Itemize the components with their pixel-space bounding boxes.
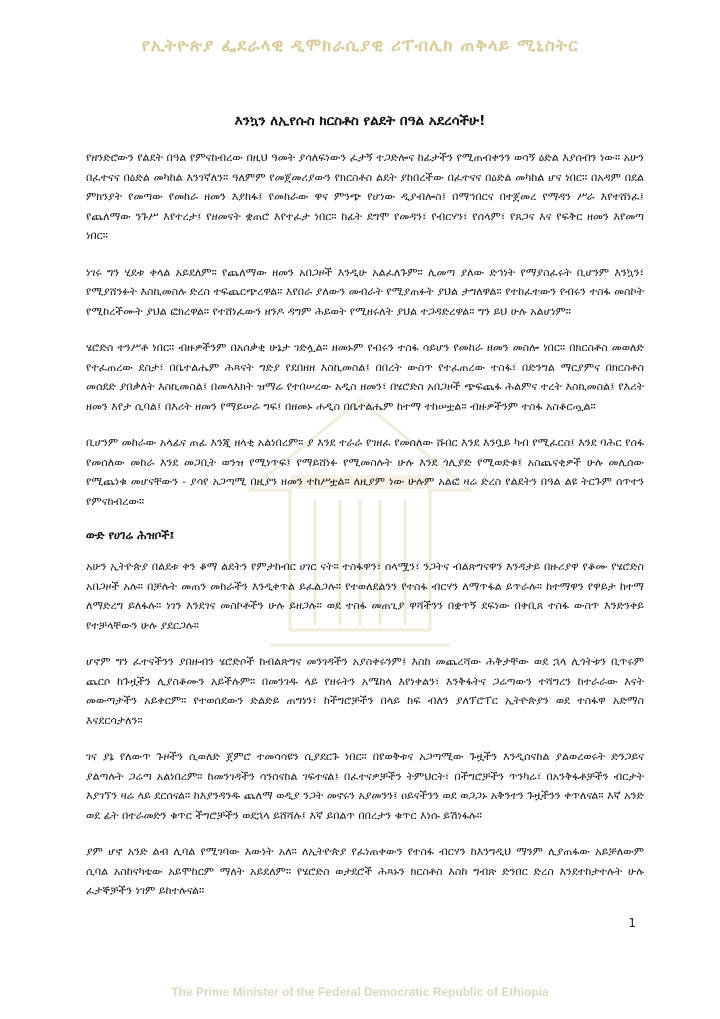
document-body [86,148,644,918]
page-number: 1 [628,916,636,930]
paragraph: ሆኖም ግን ፈተናችንን ያበዙብን ሄሮድሶች ከብልጽግና መንገዳችን አያስቀሩንም፤ እስከ መጨረሻው ሕቅታቸው ወደ ኋላ ሊጎትቱን ቢጥሩም ጨርሶ ከጉዟችን ሊያስቆሙን አይችሉም። በመንገዱ ላይ የዘሩትን አሜከላ እየነቀልን፣ እንቅፋትና ጋሬጣውን ተሻግረን ከተራራው እናት መውጣታችን አይቀርም። የተወሰደውን ድልድይ ጠግነን፣ ከችግሮቻችን በላይ ከፍ ብለን ያለፕሮፐር ኢትዮጵያን ወደ ተስፋዋ አድማስ እናደርሳታለን። [86,655,644,727]
paragraph: አሁን ኢትዮጵያ በልደቱ ቀን ቆማ ልደትን የምታከብር ሀገር ናት። ተስፋዋን፣ ሰላሟን፣ ንጋትና ብልጽግናዋን እንዳታይ በዙሪያዋ የቆሙ የሄሮድስ አበጋዞች አሉ። በቻሉት መጠን መከራችን እንዲቀጥል ይፈልጋሉ። የተወለደልንን የተስፋ ብርሃን ለማጥፋል ይጥራሉ። ከተማዋን የዋይታ ከተማ ለማድረግ ይለፋሉ። ነገን እንደገና መስኮቶችን ሁሉ ይዘጋሉ። ወደ ተስፋ መጠጊያ ዋሻችንን በቋጥኝ ደፍነው በቀቢጸ ተስፋ ውስጥ እንድንቀይ የተቻላቸውን ሁሉ ያደርጋሉ። [86,560,644,632]
document-title: እንኳን ለኢየሱስ ክርስቶስ የልደት በዓል አደረሳችሁ! [234,113,486,129]
footer-text: The Prime Minister of the Federal Democratic Republic of Ethiopia [171,985,549,999]
paragraph: ቢሆንም መከራው አላፊና ጠፊ እንጂ ዘላቂ አልነበረም። ያ እንደ ተራራ የገዘፈ የመሰለው ሹበር እንደ እንቧይ ካብ የሚፈርስ፤ እንደ ባሕር የሰፋ የመሰለው መከራ እንደ መጋቢት ወንዝ የሚነጥፍ፤ የማይሸነፉ የሚመስሉት ሁሉ እንደ ጎሊያድ የሚወድቁ፤ አስጨናቂዎች ሁሉ መሊሰው የሚጨነቁ መሆናቸውን - ያሳየ አጋጣሚ በዚያን ዘመን ተከሥቷል። ለዚያም ነው ሁሉም አልፎ ዛሬ ድረስ የልደትን በዓል ልዩ ትርጉም ሰጥተን የምናከብረው። [86,436,644,508]
paragraph: ገና ያኔ የለውጥ ጉዞችን ሲወለድ ጀምሮ ተመሳሳዩን ሲያደርጉ ነበር። በየወቅቱና አጋጣሚው ጉዟችን እንዲሰናከል ያልወረወሩት ድንጋይና ያልጣሉት ጋሬጣ አልነበረም። ከመንገዳችን ሳንሰናከል ገፍተናል፤ በፈተናዎቻችን ትምህርት፣ በችግሮቻችን ጥንካሬ፣ በአንቅፋቶቻችን ብርታት እያገኘን ዛሬ ላይ ደርሰናል። ከእያንዳንዱ ጨለማ ወዲያ ንጋት መኖሩን አያመንን፤ ዐይናችንን ወደ ወጋጋኑ አቅንተን ጉዟችንን ቀጥለናል። እኛ አንድ ወደ ፊት በተራመድን ቁጥር ችግሮቻችን ወደኋላ ይሸሻሉ፤ እኛ ይበልጥ በበረታን ቁጥር እነሱ ይሽነፋሉ። [86,750,644,822]
section-salutation: ውድ የሀገሬ ሕዝቦች፤ [86,528,175,542]
letterhead-title: የኢትዮጵያ ፌደራላዊ ዲሞክራሲያዊ ሪፐብሊክ ጠቅላይ ሚኒስትር [141,36,579,56]
paragraph: የዘንድሮውን የልደት በዓል የምናከብረው በዚህ ዓመት ያሳለፍነውን ፈታኝ ተጋድሎና ከፊታችን የሚጠብቀንን ወሳኝ ዕድል እያሰብን ነው። አሁን በፈተናና በዕድል መካከል እንገኛለን። ዓለምም የመጀመሪያውን የክርስቶስ ልደት ያከበረችው በፈተናና በዕድል መካከል ሆና ነበር። በአዳም በደል ምክንያት የመጣው የመከራ ዘመን እያከፋ፤ የመከራው ዋና ምንጭ የሆነው ዲያብሎስ፤ በማኅበርና በተጀመረ የማዳን ሥራ እየተሸነፈ፤ የጨለማው ንጉሥ እየተረታ፤ የዘመናት ቋጠሮ እየተፈታ ነበር። ከፊት ደግሞ የመዳን፣ የብርሃን፣ የሰላም፣ የጸጋና እና የፍቅር ዘመን እየመጣ ነበር። [86,151,644,242]
paragraph: ሄሮድስ ተንሥቶ ነበር። ብዙዎችንም በአሰቃቂ ሁኔታ ገድሏል። ዘመኑም የብሩን ተስፋ ሳይሆን የመከራ ዘመን መስሎ ነበር። በክርስቶስ መወለድ የተፈጠረው ደስታ፣ በቤተልሔም ሕጻናት ግድያ የደበዘዘ እስኪመስል፤ በበረት ውስጥ የተፈጠረው ተስፋ፣ በድንግል ማርያምና በክርስቶስ መሰደድ ያበቃለት እስኪመስል፤ በመላእክት ዝማሬ የተበሠረው አዲስ ዘመን፣ በሄሮድስ አበጋዞች ጭፍጨፋ ሕልምና ተረት እስኪመስል፤ የእሪት ዘመን እየታ ሲባል፤ በእሪት ዘመን የማይሠራ ግፍ፤ በዘመኑ ሐዲስ በቤተልሔም ከተማ ተከሠቷል። ብዙዎችንም ተስፋ አስቆርጧል። [86,341,644,413]
paragraph: ያም ሆኖ አንድ ልብ ሊባል የሚገባው እውነት አለ። ለኢትዮጵያ የፈነጠቀውን የተስፋ ብርሃን ከእንግዲህ ማንም ሊያጠፋው አይቻለውም ሲባል አስከናካቴው አይሞከርም ማለት አይደለም። የሄሮድስ ወታደሮች ሕጻኑን ክርስቶስ እስከ ግብጽ ድንበር ድረስ እንደተከታተሉት ሁሉ ፈታኞቻችን ነገም ይከተሉናል። [86,845,644,897]
paragraph: ነገሩ ግን ሂደቱ ቀላል አይደለም። የጨለማው ዘመን አበጋዞች እንዲሁ አልፈለጉም። ሊመጣ ያለው ድኅነት የማያስፈሩት ቢሆንም እንኳን፣ የሚያሸንፉት እስኪመስሉ ድረስ ተፍጨርጭረዋል። እየበራ ያለውን መብራት የሚያጠፉት ያህል ታግለዋል። የተከፈተውን የብሩን ተስፋ መስኮት የሚከረችሙት ያህል ፎክረዋል። የተሸነፈውን ዘንዶ ዳግም ሕይወት የሚዘሩለት ያህል ተጋዳድረዋል። ግን ይህ ሁሉ አልሆነም። [86,265,644,318]
